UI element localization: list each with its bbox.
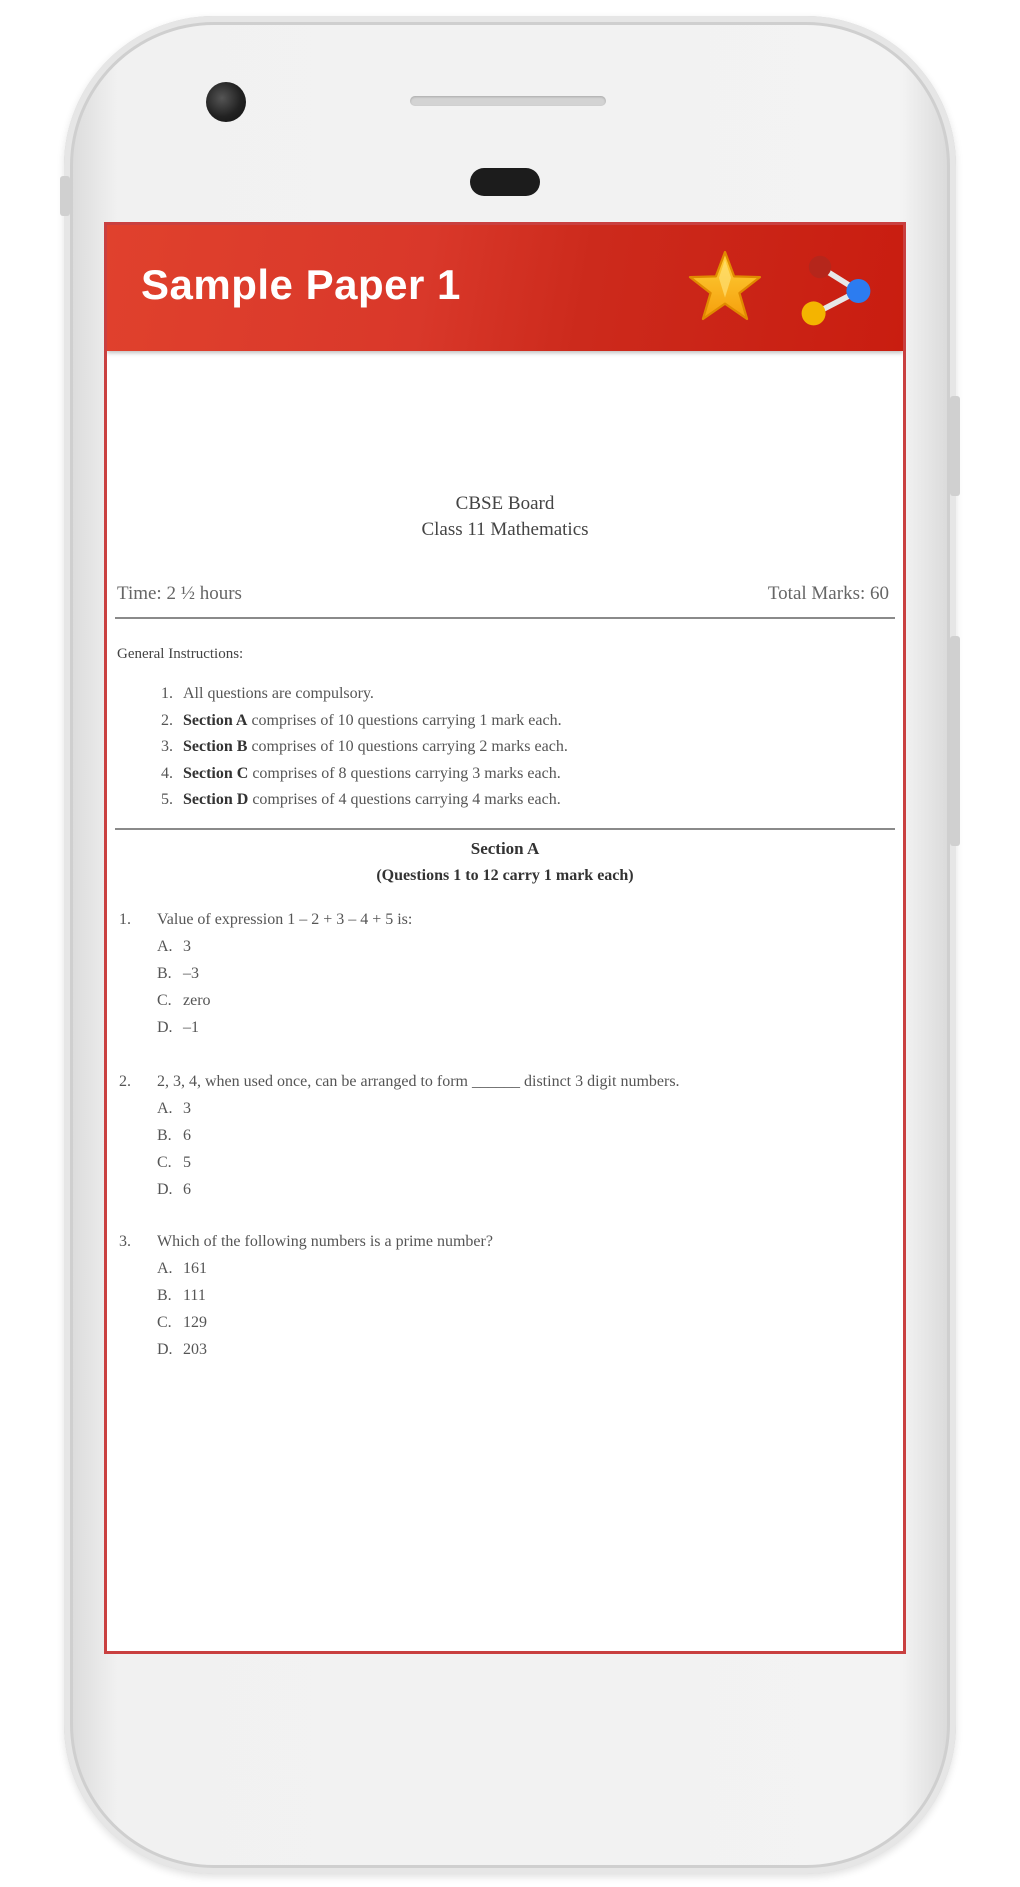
- instruction-number: 1.: [161, 685, 173, 702]
- option-letter: A.: [157, 1260, 173, 1277]
- answer-option: [119, 1260, 879, 1287]
- option-letter: A.: [157, 938, 173, 955]
- question-text: [119, 1233, 879, 1260]
- option-text: 6: [183, 1181, 191, 1198]
- answer-option: [119, 1287, 879, 1314]
- option-text: 161: [183, 1260, 207, 1277]
- instruction-text: All questions are compulsory.: [183, 685, 374, 702]
- answer-option: [119, 938, 879, 965]
- section-subtitle: (Questions 1 to 12 carry 1 mark each): [376, 867, 634, 884]
- volume-button: [950, 636, 960, 846]
- instruction-item: [143, 765, 568, 792]
- question-text: [119, 1073, 879, 1100]
- answer-option: [119, 965, 879, 992]
- page-title: Sample Paper 1: [141, 261, 461, 308]
- instruction-number: 2.: [161, 711, 173, 729]
- instruction-section: Section C: [183, 764, 249, 782]
- instructions-list: [143, 685, 568, 818]
- divider: [115, 617, 895, 619]
- question-text: [119, 911, 879, 938]
- front-camera: [206, 82, 246, 122]
- option-letter: D.: [157, 1181, 173, 1198]
- instruction-text: comprises of 4 questions carrying 4 marks each.: [248, 791, 561, 808]
- question-prompt: Value of expression 1 – 2 + 3 – 4 + 5 is:: [157, 911, 413, 928]
- option-letter: B.: [157, 965, 172, 982]
- option-text: 3: [183, 1100, 191, 1117]
- question-item: [119, 1073, 879, 1208]
- question-item: [119, 1233, 879, 1368]
- option-letter: C.: [157, 992, 172, 1009]
- divider: [115, 828, 895, 830]
- question-prompt: 2, 3, 4, when used once, can be arranged to form ______ distinct 3 digit numbers.: [157, 1073, 680, 1090]
- instruction-text: comprises of 8 questions carrying 3 marks each.: [248, 764, 561, 782]
- time-duration: Time: 2 ½ hours: [117, 583, 242, 604]
- option-letter: D.: [157, 1019, 173, 1036]
- instruction-item: [143, 738, 568, 765]
- question-number: 3.: [119, 1233, 131, 1250]
- instruction-section: Section A: [183, 711, 248, 729]
- proximity-sensor: [470, 168, 540, 196]
- option-text: –1: [183, 1019, 199, 1036]
- answer-option: [119, 1314, 879, 1341]
- option-letter: A.: [157, 1100, 173, 1117]
- instruction-text: comprises of 10 questions carrying 1 mark each.: [247, 711, 562, 729]
- option-text: 203: [183, 1341, 207, 1358]
- option-text: zero: [183, 992, 211, 1009]
- option-letter: C.: [157, 1314, 172, 1331]
- instruction-section: Section B: [183, 738, 248, 755]
- option-letter: C.: [157, 1154, 172, 1171]
- question-number: 1.: [119, 911, 131, 928]
- option-letter: B.: [157, 1287, 172, 1304]
- answer-option: [119, 1154, 879, 1181]
- instruction-number: 3.: [161, 738, 173, 755]
- option-letter: B.: [157, 1127, 172, 1144]
- app-bar: [107, 225, 903, 351]
- power-button: [950, 396, 960, 496]
- section-title: Section A: [470, 839, 540, 858]
- earpiece-speaker: [410, 96, 606, 106]
- instruction-text: comprises of 10 questions carrying 2 marks each.: [247, 738, 568, 755]
- answer-option: [119, 1127, 879, 1154]
- star-icon[interactable]: [687, 249, 763, 325]
- sample-paper-document: [107, 351, 903, 1651]
- total-marks: Total Marks: 60: [767, 583, 889, 604]
- option-text: 5: [183, 1154, 191, 1171]
- instruction-section: Section D: [183, 791, 249, 808]
- question-prompt: Which of the following numbers is a prime number?: [157, 1233, 493, 1250]
- board-name: CBSE Board: [455, 493, 555, 514]
- answer-option: [119, 1019, 879, 1046]
- instruction-number: 4.: [161, 764, 173, 782]
- general-instructions-title: General Instructions:: [117, 646, 244, 662]
- question-item: [119, 911, 879, 1046]
- instruction-item: [143, 712, 568, 739]
- option-text: 6: [183, 1127, 191, 1144]
- share-icon[interactable]: [795, 251, 877, 331]
- answer-option: [119, 1181, 879, 1208]
- option-text: 129: [183, 1314, 207, 1331]
- answer-option: [119, 1341, 879, 1368]
- instruction-number: 5.: [161, 791, 173, 808]
- instruction-item: [143, 685, 568, 712]
- question-number: 2.: [119, 1073, 131, 1090]
- option-text: 3: [183, 938, 191, 955]
- instruction-item: [143, 791, 568, 818]
- phone-screen: [104, 222, 906, 1654]
- answer-option: [119, 992, 879, 1019]
- class-subject: Class 11 Mathematics: [421, 519, 589, 540]
- left-side-button: [60, 176, 70, 216]
- option-text: 111: [183, 1287, 206, 1304]
- answer-option: [119, 1100, 879, 1127]
- option-letter: D.: [157, 1341, 173, 1358]
- option-text: –3: [183, 965, 199, 982]
